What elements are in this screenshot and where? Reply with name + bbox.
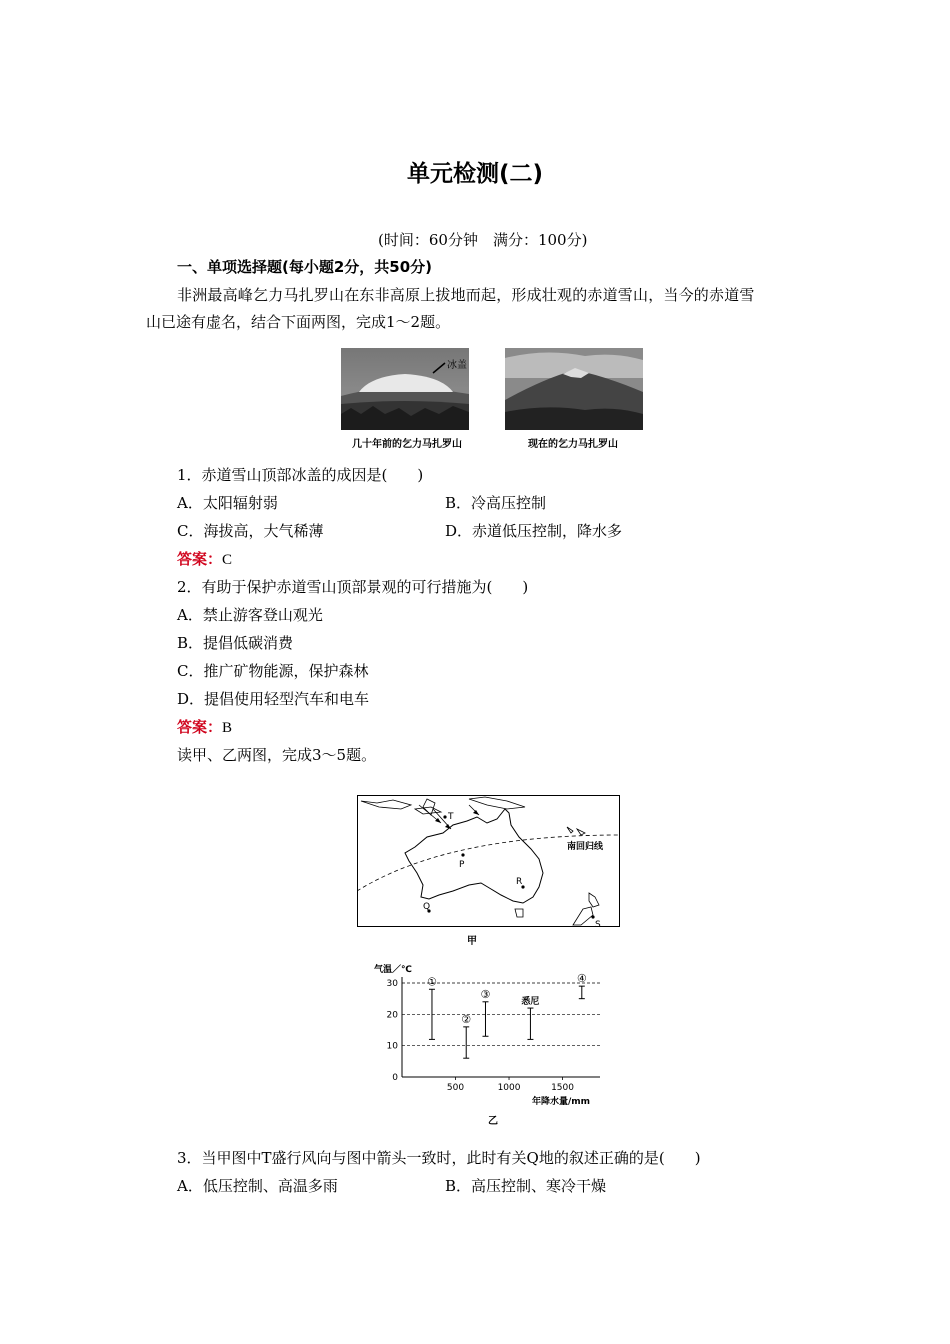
q2-option-b: B．提倡低碳消费 (177, 634, 294, 652)
map-caption: 甲 (467, 936, 477, 947)
photo-past-kilimanjaro (341, 348, 469, 430)
q2-answer-label: 答案： (177, 718, 223, 736)
q2-answer (177, 717, 232, 738)
australia-map (357, 795, 621, 928)
q2-option-d: D．提倡使用轻型汽车和电车 (177, 690, 370, 708)
q1-option-c: C．海拔高，大气稀薄 (177, 522, 324, 540)
q3-stem: 3．当甲图中T盛行风向与图中箭头一致时，此时有关Q地的叙述正确的是( ) (177, 1149, 701, 1167)
q3-option-a: A．低压控制、高温多雨 (177, 1177, 338, 1195)
photo-present-caption: 现在的乞力马扎罗山 (528, 439, 618, 450)
chart-xlabel: 年降水量/mm (532, 1097, 591, 1107)
tropic-label: 南回归线 (567, 842, 604, 852)
q1-answer-label: 答案： (177, 550, 223, 568)
series-label-4: ④ (576, 972, 587, 986)
q2-option-c: C．推广矿物能源，保护森林 (177, 662, 369, 680)
q1-stem: 1．赤道雪山顶部冰盖的成因是( ) (177, 466, 424, 484)
x-tick-label-1000: 1000 (497, 1083, 521, 1093)
chart-ylabel: 气温／℃ (374, 965, 412, 975)
q2-answer-value: B (222, 720, 233, 736)
map-point-p: P (459, 860, 465, 870)
climate-chart-svg (372, 960, 612, 1110)
map-point-s: S (595, 920, 601, 928)
q1-option-a: A．太阳辐射弱 (177, 494, 278, 512)
q1-answer-value: C (222, 552, 233, 568)
q3-option-b: B．高压控制、寒冷干燥 (445, 1177, 607, 1195)
intro-line-1: 非洲最高峰乞力马扎罗山在东非高原上拔地而起，形成壮观的赤道雪山，当今的赤道雪 (177, 286, 755, 304)
y-tick-label-30: 30 (386, 979, 398, 989)
page-title: 单元检测(二) (406, 161, 544, 187)
q2-option-a: A．禁止游客登山观光 (177, 606, 323, 624)
map-point-q: Q (423, 902, 431, 912)
map-point-r: R (516, 877, 523, 887)
photo-present-kilimanjaro (505, 348, 643, 430)
y-tick-label-10: 10 (386, 1041, 398, 1052)
exam-meta: (时间：60分钟 满分：100分) (378, 231, 588, 249)
q1-option-d: D．赤道低压控制，降水多 (445, 522, 623, 540)
series-label-3: 悉尼 (521, 997, 540, 1008)
q1-answer (177, 549, 232, 570)
read-instruction: 读甲、乙两图，完成3～5题。 (177, 746, 377, 764)
section-heading: 一、单项选择题(每小题2分，共50分) (177, 258, 433, 276)
x-tick-label-1500: 1500 (551, 1083, 574, 1093)
series-label-1: ② (461, 1012, 472, 1026)
chart-caption: 乙 (488, 1116, 498, 1127)
photo-past-caption: 几十年前的乞力马扎罗山 (352, 439, 462, 450)
series-label-2: ③ (480, 987, 491, 1001)
series-label-0: ① (427, 975, 437, 989)
y-tick-label-20: 20 (386, 1010, 398, 1021)
climate-chart (372, 960, 612, 1110)
ice-cap-label: 冰盖 (447, 360, 467, 371)
intro-line-2: 山已途有虚名，结合下面两图，完成1～2题。 (146, 313, 451, 331)
q2-stem: 2．有助于保护赤道雪山顶部景观的可行措施为( ) (177, 578, 529, 596)
y-tick-label-0: 0 (392, 1073, 398, 1083)
x-tick-label-500: 500 (446, 1083, 465, 1093)
map-point-t: T (448, 812, 454, 822)
q1-option-b: B．冷高压控制 (445, 494, 547, 512)
